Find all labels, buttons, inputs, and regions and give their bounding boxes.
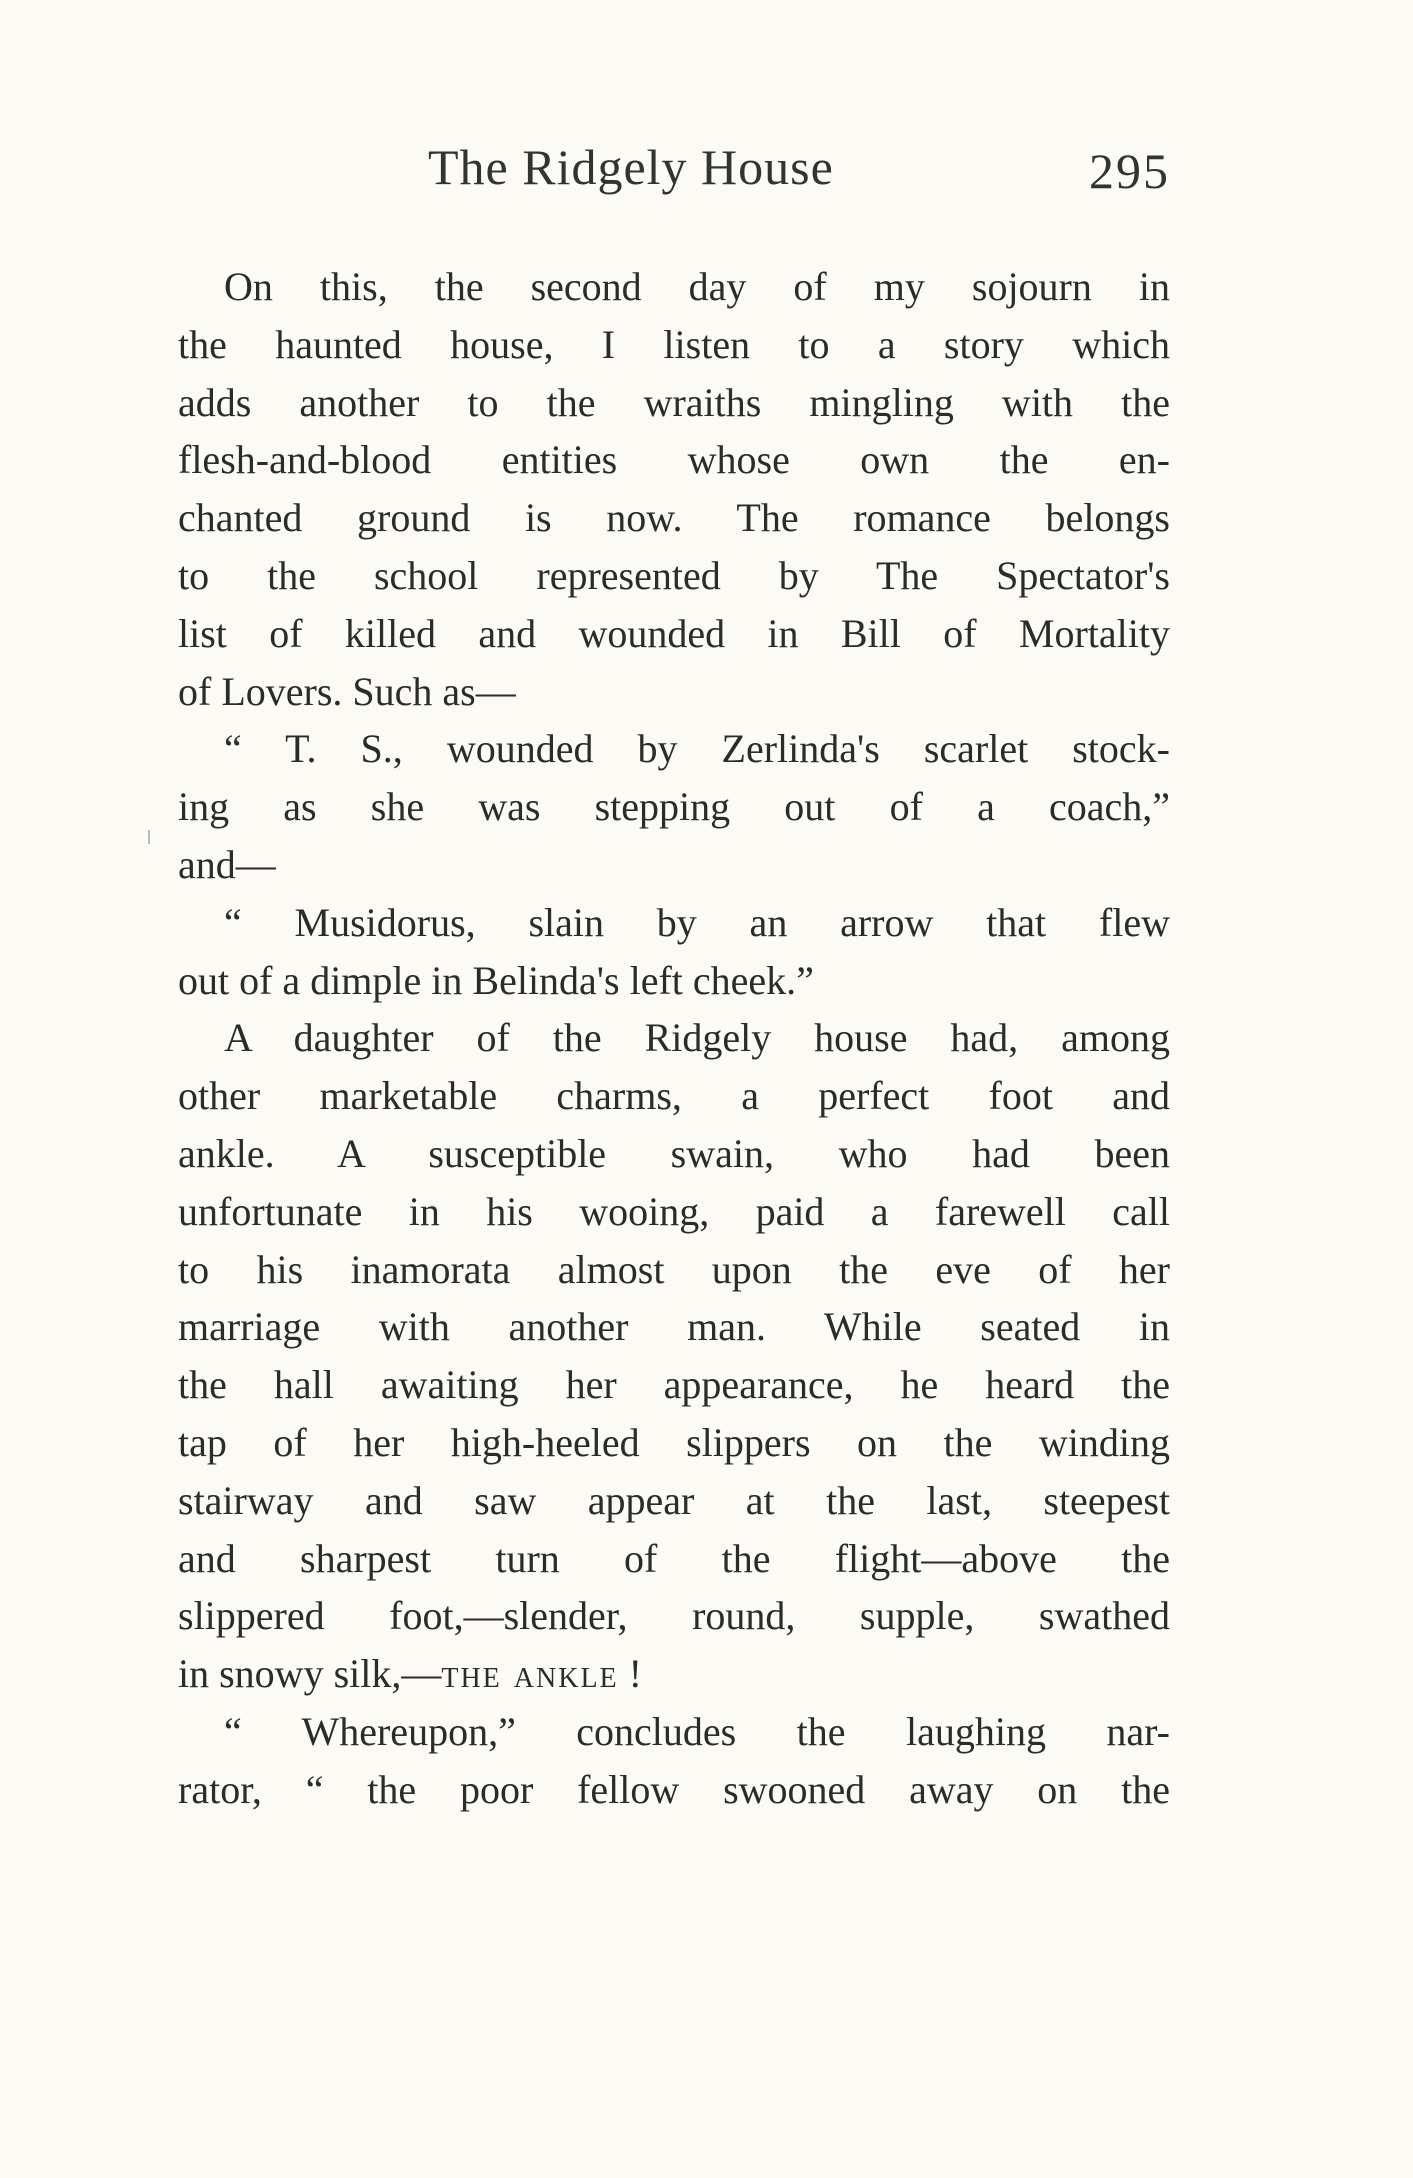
text-line-content: rator, “ the poor fellow swooned away on the [178, 1766, 1170, 1812]
running-title: The Ridgely House [428, 139, 834, 195]
text-line [178, 374, 1170, 432]
text-line-content: of Lovers. Such as— [178, 668, 516, 714]
text-line-content: tap of her high-heeled slippers on the winding [178, 1419, 1170, 1465]
text-line-content: On this, the second day of my sojourn in [224, 264, 1170, 309]
text-line-content: to the school represented by The Spectator's [178, 552, 1170, 598]
body-text [178, 258, 1170, 1819]
text-line-content: “ Whereupon,” concludes the laughing nar- [224, 1708, 1170, 1754]
text-line-content: list of killed and wounded in Bill of Mortality [178, 610, 1170, 656]
text-line-content: slippered foot,—slender, round, supple, swathed [178, 1593, 1170, 1639]
text-line-content: ing as she was stepping out of a coach,” [178, 784, 1170, 830]
text-line [178, 1587, 1170, 1645]
text-line-content: flesh-and-blood entities whose own the en- [178, 437, 1170, 483]
text-line [178, 836, 1170, 894]
text-line-content: and sharpest turn of the flight—above the [178, 1535, 1170, 1581]
text-line-content: “ T. S., wounded by Zerlinda's scarlet stock- [224, 726, 1170, 772]
text-line [178, 663, 1170, 721]
margin-mark [148, 830, 150, 844]
text-line [178, 316, 1170, 374]
text-line-content: out of a dimple in Belinda's left cheek.” [178, 957, 814, 1003]
text-line-content: to his inamorata almost upon the eve of her [178, 1246, 1170, 1292]
text-line [178, 431, 1170, 489]
text-line [178, 1125, 1170, 1183]
small-caps-text: the ankle [441, 1651, 619, 1697]
text-line [178, 1241, 1170, 1299]
text-line [178, 720, 1170, 778]
text-line [178, 1472, 1170, 1530]
text-line-content: adds another to the wraiths mingling with the [178, 379, 1170, 425]
text-line [178, 605, 1170, 663]
text-line [178, 1530, 1170, 1588]
text-line-content: ankle. A susceptible swain, who had been [178, 1130, 1170, 1176]
text-line-content: A daughter of the Ridgely house had, among [224, 1015, 1170, 1061]
text-line [178, 1009, 1170, 1067]
text-line-tail: ! [618, 1651, 642, 1697]
text-line-content: stairway and saw appear at the last, steepest [178, 1477, 1170, 1523]
text-line [178, 1761, 1170, 1819]
text-line [178, 1703, 1170, 1761]
text-line-content: other marketable charms, a perfect foot and [178, 1073, 1170, 1119]
text-line [178, 1356, 1170, 1414]
text-line-content: the haunted house, I listen to a story which [178, 321, 1170, 367]
text-line-content: marriage with another man. While seated in [178, 1304, 1170, 1350]
text-line [178, 1067, 1170, 1125]
running-head [178, 138, 1170, 208]
text-line-content: chanted ground is now. The romance belongs [178, 495, 1170, 541]
text-line-content: unfortunate in his wooing, paid a farewell call [178, 1188, 1170, 1234]
text-line [178, 489, 1170, 547]
text-line [178, 894, 1170, 952]
page-number: 295 [1089, 143, 1170, 199]
text-line [178, 258, 1170, 316]
text-line-content: “ Musidorus, slain by an arrow that flew [224, 899, 1170, 945]
text-line [178, 1414, 1170, 1472]
text-line [178, 1298, 1170, 1356]
text-line [178, 952, 1170, 1010]
text-line [178, 778, 1170, 836]
text-line-content: in snowy silk,— [178, 1651, 442, 1697]
text-line [178, 1645, 1170, 1703]
text-line [178, 1183, 1170, 1241]
text-line-content: the hall awaiting her appearance, he heard the [178, 1362, 1170, 1408]
text-line [178, 547, 1170, 605]
text-line-content: and— [178, 841, 276, 887]
